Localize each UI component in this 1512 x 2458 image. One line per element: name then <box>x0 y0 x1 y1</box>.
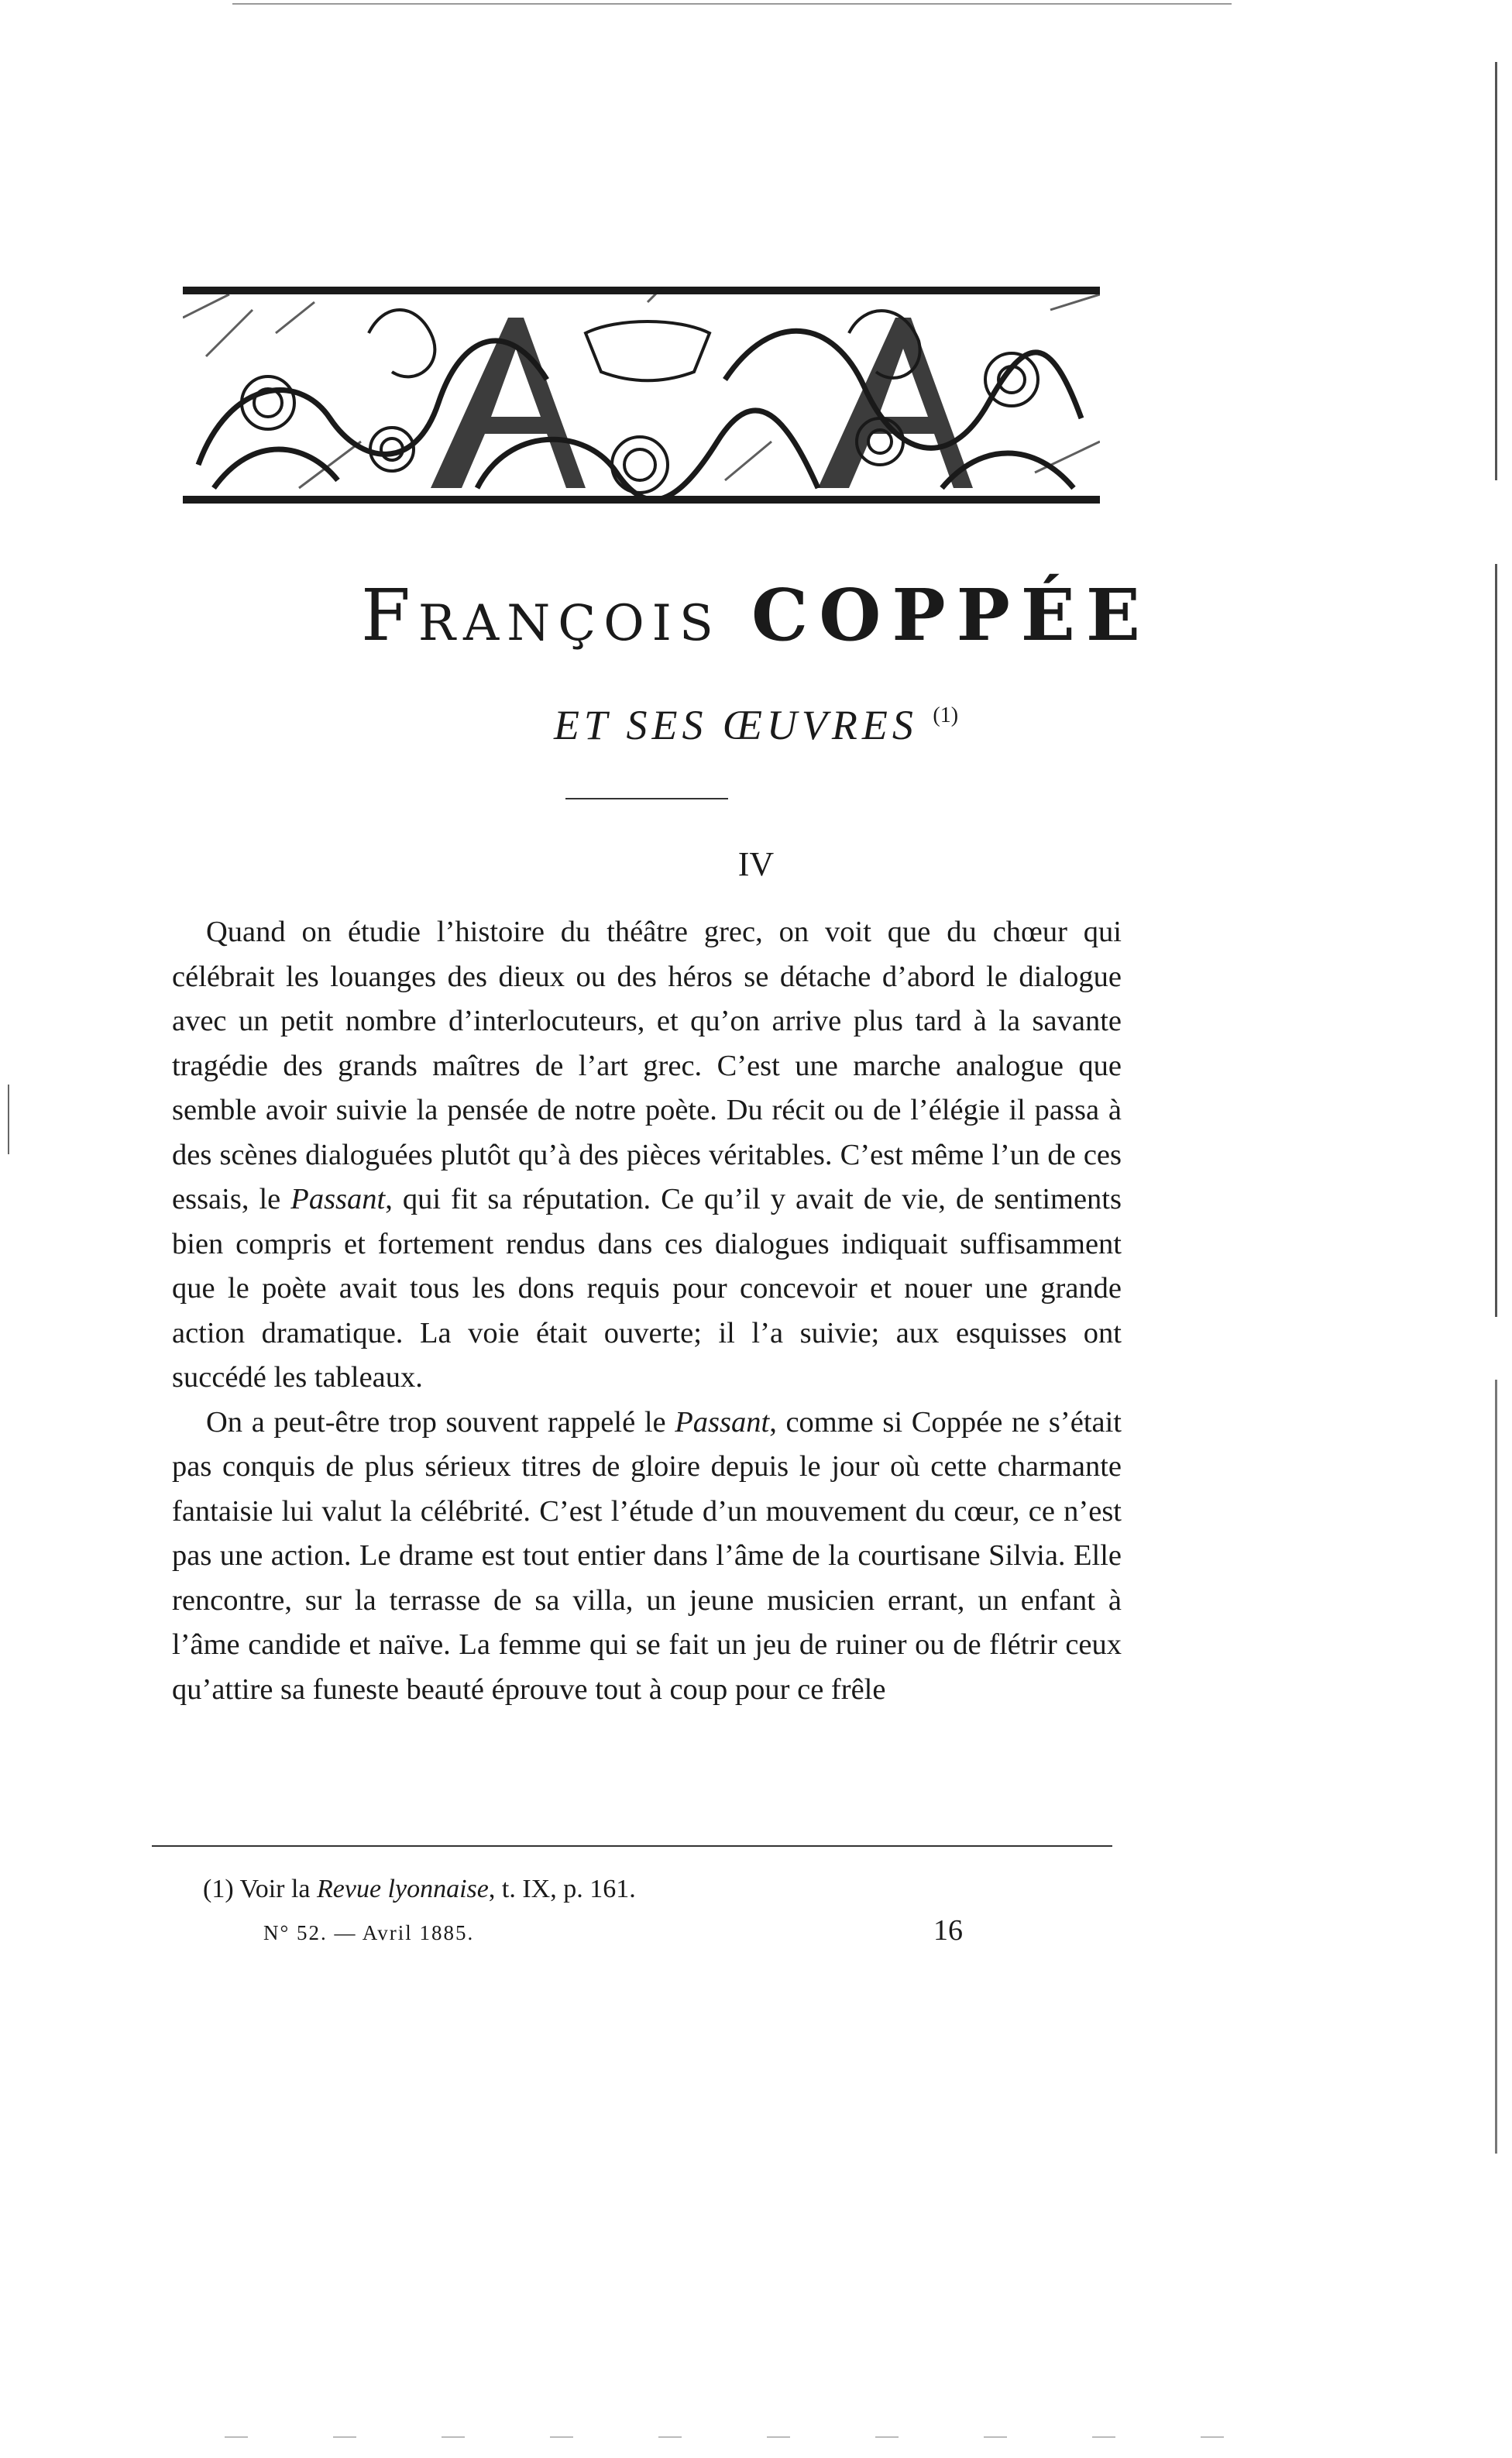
scan-edge-left <box>8 1085 9 1154</box>
scan-edge-top <box>232 3 1232 5</box>
title-first-name: François <box>360 574 721 657</box>
title-divider <box>565 798 728 799</box>
footnote-rest: , t. IX, p. 161. <box>488 1875 636 1903</box>
footnote-italic: Revue lyonnaise <box>317 1875 489 1903</box>
footnote <box>203 1875 636 1904</box>
scan-edge-right <box>1495 62 1497 2154</box>
footnote-reference: (1) <box>933 703 959 727</box>
paragraph-2-part-1: On a peut-être trop souvent rappelé le <box>206 1405 675 1439</box>
paragraph-1 <box>172 910 1122 1401</box>
paragraph-2 <box>172 1401 1122 1713</box>
subtitle-text: ET SES ŒUVRES <box>553 702 918 748</box>
ornamental-headpiece-icon <box>183 287 1100 504</box>
paragraph-2-part-2: , comme si Coppée ne s’était pas conquis de plus sérieux titres de gloire depuis le jour où cette charmante fantaisie lui valut la célébrité. C’est l’étude d’un mouvement du cœur, ce n’est pas une action. Le drame est tout entier dans l’âme de la courtisane Silvia. Elle rencontre, sur la terrasse de sa villa, un jeune musicien errant, un enfant à l’âme candide et naïve. La femme qui se fait un jeu de ruiner ou de flétrir ceux qu’attire sa funeste beauté éprouve tout à coup pour ce frêle <box>172 1405 1122 1706</box>
footnote-mark: (1) Voir la <box>203 1875 318 1903</box>
paragraph-1-italic: Passant <box>290 1183 386 1215</box>
scan-edge-bottom <box>225 2436 1232 2438</box>
paragraph-2-italic: Passant <box>675 1405 770 1439</box>
issue-info: N° 52. — Avril 1885. <box>263 1921 475 1944</box>
body-text <box>172 910 1122 1712</box>
title-surname: COPPÉE <box>751 573 1152 657</box>
paragraph-1-part-1: Quand on étudie l’histoire du théâtre grec, on voit que du chœur qui célébrait les louanges des dieux ou des héros se détache d’abord le dialogue avec un petit nombre d’interlocuteurs, et qu’on arrive plus tard à la savante tragédie des grands maîtres de l’art grec. C’est une marche analogue que semble avoir suivie la pensée de notre poète. Du récit ou de l’élégie il passa à des scènes dialoguées plutôt qu’à des pièces véritables. C’est même l’un de ces essais, le <box>172 916 1122 1215</box>
article-subtitle <box>0 701 1512 749</box>
footnote-divider <box>152 1845 1112 1847</box>
section-number: IV <box>737 845 775 883</box>
paragraph-1-part-2: , qui fit sa réputation. Ce qu’il y avait de vie, de sentiments bien compris et fortement rendus dans ces dialogues indiquait suffisamment que le poète avait tous les dons requis pour concevoir et nouer une grande action dramatique. La voie était ouverte; il l’a suivie; aux esquisses ont succédé les tableaux. <box>172 1183 1122 1394</box>
page-number: 16 <box>933 1914 963 1947</box>
article-title <box>0 573 1512 657</box>
